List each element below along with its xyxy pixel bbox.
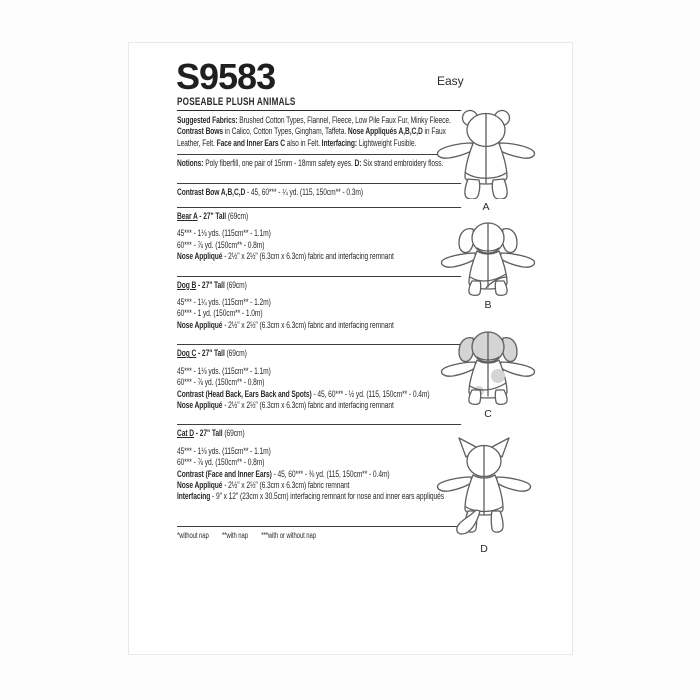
interfacing-label: Interfacing: [321,137,358,148]
yardage-60: 60*** - ⅞ yd. (150cm** - 0.8m) [177,239,265,250]
divider [177,424,461,425]
divider [177,154,461,155]
figure-cat-d [428,435,540,555]
divider [177,207,461,208]
nap-footnotes [177,530,461,541]
contrast-line: Contrast (Head Back, Ears Back and Spots) - 45, 60*** - ½ yd. (115, 150cm** - 0.4m) [177,388,430,399]
figure-dog-b [432,217,544,311]
contrast-bows-label: Contrast Bows [177,126,224,137]
section-dog-b [177,280,461,332]
interfacing-line: Interfacing - 9" x 12" (23cm x 30.5cm) interfacing remnant for nose and inner ears appliqués [177,491,445,502]
yardage-text-column [177,97,461,541]
figure-dog-c [432,326,544,420]
view-name: Dog B [177,279,197,290]
section-title: Bear A - 27" Tall (69cm) [177,211,249,222]
section-bear-a [177,211,461,263]
footnote-with-or-without-nap: ***with or without nap [261,530,316,540]
yardage-45: 45*** - 1¼ yds. (115cm** - 1.2m) [177,297,271,308]
yardage-60: 60*** - ⅞ yd. (150cm** - 0.8m) [177,457,265,468]
contrast-bow-label: Contrast Bow A,B,C,D [177,186,246,197]
yardage-60: 60*** - ⅞ yd. (150cm** - 0.8m) [177,377,265,388]
section-dog-c [177,348,461,411]
contrast-bow-line: Contrast Bow A,B,C,D - 45, 60*** - ¼ yd. (115, 150cm** - 0.3m) [177,186,364,197]
spotted-dog-illustration [433,326,543,406]
suggested-fabrics-paragraph: Suggested Fabrics: Brushed Cotton Types, Flannel, Fleece, Low Pile Faux Fur, Minky Fleece. Contrast Bows in Calico, Cotton Types, Gingham, Taffeta. Nose Appliqués A,B,C,D in Faux Leather, Felt. Face and Inner Ears C also in Felt. Interfacing: Lightweight Fusible. [177,115,451,148]
figure-bear-a [430,107,542,213]
teddy-bear-illustration [431,107,541,199]
suggested-fabrics-label: Suggested Fabrics: [177,115,238,125]
page-title: POSEABLE PLUSH ANIMALS [177,96,296,108]
nose-applique-line: Nose Appliqué - 2½" x 2½" (6.3cm x 6.3cm) fabric remnant [177,479,350,490]
section-title: Dog C - 27" Tall (69cm) [177,348,247,359]
figure-label-a: A [482,201,490,213]
pattern-envelope-page [128,42,573,655]
divider [177,276,461,277]
nose-applique-line: Nose Appliqué - 2½" x 2½" (6.3cm x 6.3cm) fabric and interfacing remnant [177,251,394,262]
view-name: Cat D [177,428,195,439]
view-name: Bear A [177,211,198,222]
divider [177,526,461,527]
nose-applique-line: Nose Appliqué - 2½" x 2½" (6.3cm x 6.3cm) fabric and interfacing remnant [177,399,394,410]
footnote-without-nap: *without nap [177,530,209,540]
yardage-45: 45*** - 1⅛ yds. (115cm** - 1.1m) [177,228,271,239]
yardage-45: 45*** - 1⅛ yds. (115cm** - 1.1m) [177,365,271,376]
yardage-60: 60*** - 1 yd. (150cm** - 1.0m) [177,308,263,319]
view-name: Dog C [177,348,197,359]
difficulty-badge: Easy [437,74,464,88]
section-title: Dog B - 27" Tall (69cm) [177,279,247,290]
nose-appliques-label: Nose Appliqués A,B,C,D [347,126,423,137]
figure-label-c: C [484,408,492,420]
nose-applique-line: Nose Appliqué - 2½" x 2½" (6.3cm x 6.3cm) fabric and interfacing remnant [177,319,394,330]
notions-line: Notions: Poly fiberfill, one pair of 15mm - 18mm safety eyes. D: Six strand embroidery floss. [177,158,444,169]
section-title: Cat D - 27" Tall (69cm) [177,428,245,439]
cat-illustration [429,435,539,541]
divider [177,344,461,345]
divider [177,183,461,184]
pattern-number: S9583 [176,56,276,97]
divider [177,110,461,111]
face-inner-ears-label: Face and Inner Ears C [216,137,286,148]
contrast-line: Contrast (Face and Inner Ears) - 45, 60*** - ⅜ yd. (115, 150cm** - 0.4m) [177,468,390,479]
figure-label-d: D [480,543,488,555]
dog-illustration [433,217,543,297]
yardage-45: 45*** - 1⅛ yds. (115cm** - 1.1m) [177,445,271,456]
section-cat-d [177,428,461,502]
footnote-with-nap: **with nap [222,530,248,540]
notions-label: Notions: [177,158,204,169]
figure-label-b: B [484,299,492,311]
